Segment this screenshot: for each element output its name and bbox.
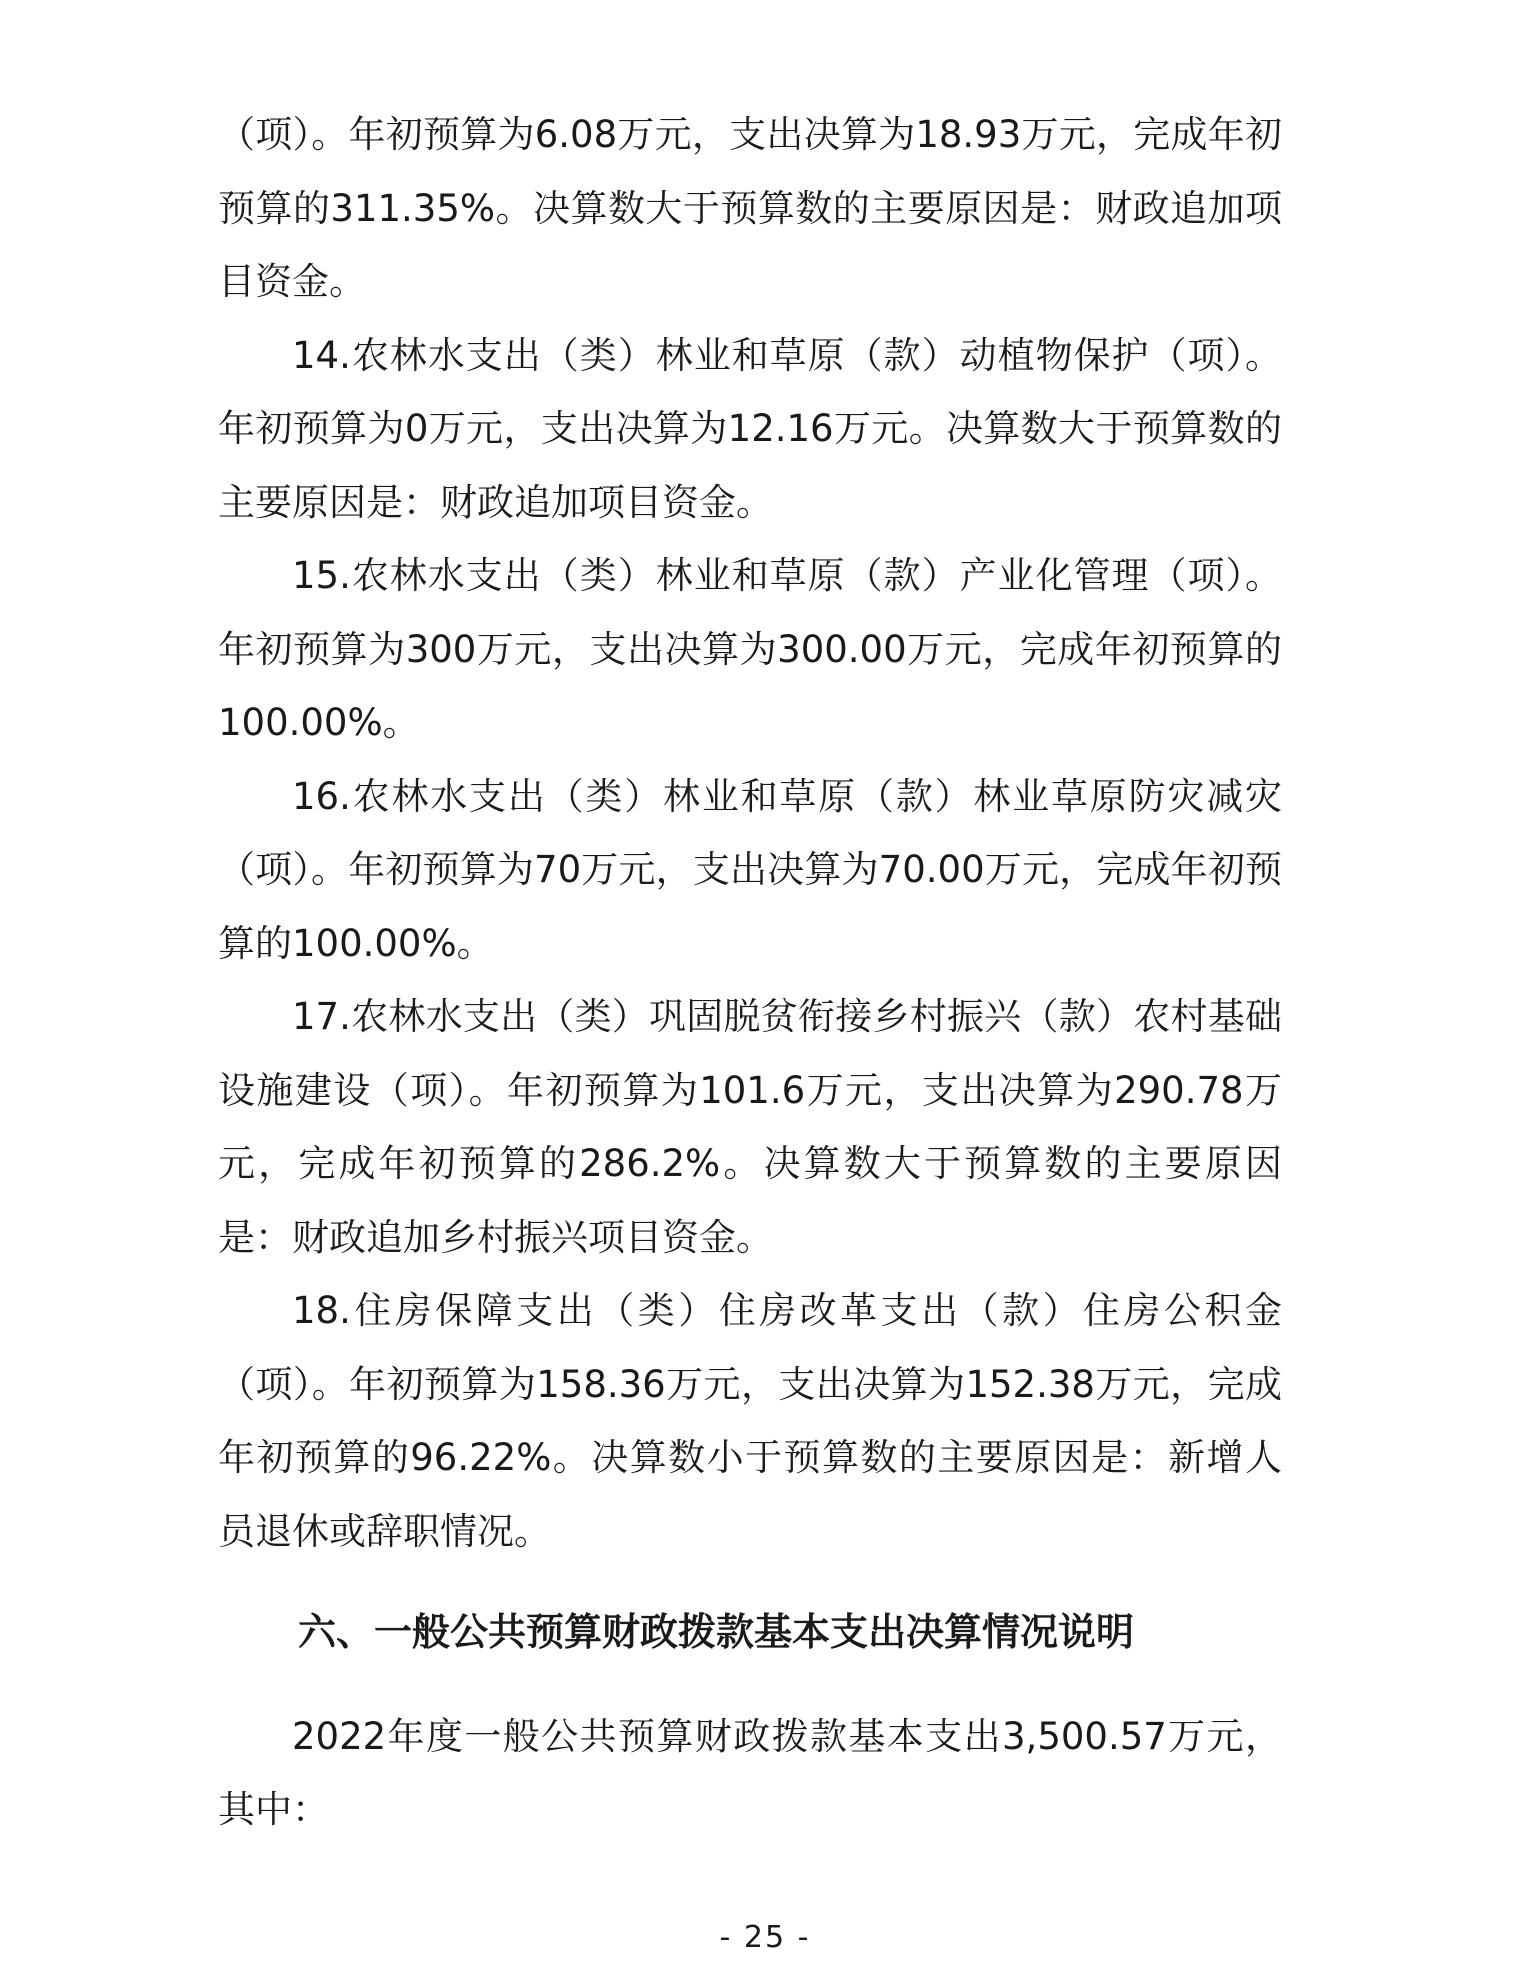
paragraph-item-16: 16.农林水支出（类）林业和草原（款）林业草原防灾减灾（项）。年初预算为70万元，支出决算为70.00万元，完成年初预算的100.00%。 [218, 774, 1282, 965]
page-number: - 25 - [719, 1920, 811, 1955]
paragraph-item-18: 18.住房保障支出（类）住房改革支出（款）住房公积金（项）。年初预算为158.36万元，支出决算为152.38万元，完成年初预算的96.22%。决算数小于预算数的主要原因是：新增人员退休或辞职情况。 [218, 1289, 1282, 1553]
document-page [218, 98, 1282, 1847]
paragraph-item-15: 15.农林水支出（类）林业和草原（款）产业化管理（项）。年初预算为300万元，支出决算为300.00万元，完成年初预算的100.00%。 [218, 554, 1282, 744]
paragraph-item-17: 17.农林水支出（类）巩固脱贫衔接乡村振兴（款）农村基础设施建设（项）。年初预算为101.6万元，支出决算为290.78万元，完成年初预算的286.2%。决算数大于预算数的主要原因是：财政追加乡村振兴项目资金。 [218, 995, 1282, 1259]
paragraph-item-14: 14.农林水支出（类）林业和草原（款）动植物保护（项）。年初预算为0万元，支出决算为12.16万元。决算数大于预算数的主要原因是：财政追加项目资金。 [218, 333, 1282, 524]
section-intro-paragraph: 2022年度一般公共预算财政拨款基本支出3,500.57万元，其中： [218, 1714, 1282, 1831]
paragraph-item-13-continued: （项）。年初预算为6.08万元，支出决算为18.93万元，完成年初预算的311.35%。决算数大于预算数的主要原因是：财政追加项目资金。 [218, 113, 1282, 303]
section-heading: 六、一般公共预算财政拨款基本支出决算情况说明 [298, 1610, 1135, 1654]
